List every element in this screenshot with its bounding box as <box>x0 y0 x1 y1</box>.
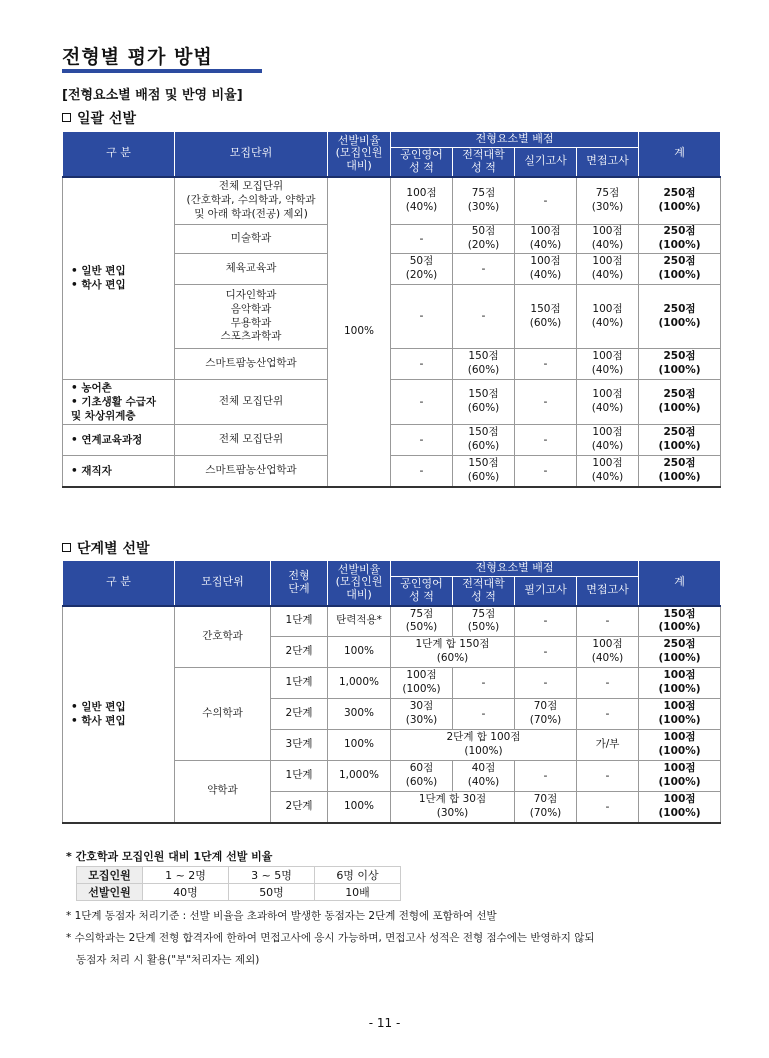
header-total: 계 <box>639 561 721 606</box>
header-unit: 모집단위 <box>175 561 271 606</box>
category-employee: • 재직자 <box>63 456 175 487</box>
header-elements: 전형요소별 배점 <box>391 132 639 148</box>
header-ratio: 선발비율 (모집인원 대비) <box>328 561 391 606</box>
header-gubun: 구 분 <box>63 561 175 606</box>
unit-nursing: 간호학과 <box>175 606 271 668</box>
table-row: 모집인원 1 ~ 2명 3 ~ 5명 6명 이상 <box>77 867 401 884</box>
header-written: 필기고사 <box>515 577 577 606</box>
header-gpa: 전적대학 성 적 <box>453 577 515 606</box>
table-row: 2단계 300% 30점 (30%) - 70점 (70%) - 100점 (100%) <box>63 699 721 730</box>
section2-heading: 단계별 선발 <box>62 538 150 558</box>
header-ratio: 선발비율 (모집인원 대비) <box>328 132 391 177</box>
table-row: 수의학과 1단계 1,000% 100점 (100%) - - - 100점 (100%) <box>63 668 721 699</box>
table-row: 스마트팜농산업학과 - 150점 (60%) - 100점 (40%) 250점 (100%) <box>63 349 721 380</box>
header-elements: 전형요소별 배점 <box>391 561 639 577</box>
header-eng: 공인영어 성 적 <box>391 148 453 177</box>
category-general: • 일반 편입 • 학사 편입 <box>63 606 175 823</box>
header-unit: 모집단위 <box>175 132 328 177</box>
page-title: 전형별 평가 방법 <box>62 46 213 68</box>
table-row: • 일반 편입 • 학사 편입 전체 모집단위 (간호학과, 수의학과, 약학과 및 아래 학과(전공) 제외) 100% 100점 (40%) 75점 (30%) - 75점 (30%) 250점 (100%) <box>63 177 721 225</box>
header-interview: 면접고사 <box>577 148 639 177</box>
nursing-ratio-note-title: * 간호학과 모집인원 대비 1단계 선발 비율 <box>66 850 273 863</box>
table-stage-selection <box>62 560 721 824</box>
header-stage: 전형 단계 <box>271 561 328 606</box>
section1-heading: 일괄 선발 <box>62 108 136 128</box>
vet-rule-note: * 수의학과는 2단계 전형 합격자에 한하여 면접고사에 응시 가능하며, 면접고사 성적은 전형 점수에는 반영하지 않되 <box>66 932 595 944</box>
table-row: • 농어촌 • 기초생활 수급자 및 차상위계층 전체 모집단위 - 150점 (60%) - 100점 (40%) 250점 (100%) <box>63 380 721 425</box>
table-lump-selection <box>62 131 721 488</box>
nursing-ratio-table <box>76 866 401 901</box>
table-row: 2단계 100% 1단계 합 30점 (30%) 70점 (70%) - 100점 (100%) <box>63 792 721 823</box>
table-row: 약학과 1단계 1,000% 60점 (60%) 40점 (40%) - - 100점 (100%) <box>63 761 721 792</box>
table-row: 3단계 100% 2단계 합 100점 (100%) 가/부 100점 (100%) <box>63 730 721 761</box>
table-row: • 재직자 스마트팜농산업학과 - 150점 (60%) - 100점 (40%) 250점 (100%) <box>63 456 721 487</box>
category-linked: • 연계교육과정 <box>63 425 175 456</box>
unit-vet: 수의학과 <box>175 668 271 761</box>
section-subheading: [전형요소별 배점 및 반영 비율] <box>62 88 243 103</box>
page-number: - 11 - <box>368 1016 401 1030</box>
unit-pharmacy: 약학과 <box>175 761 271 823</box>
table-row: 선발인원 40명 50명 10배 <box>77 884 401 901</box>
category-farm: • 농어촌 • 기초생활 수급자 및 차상위계층 <box>63 380 175 425</box>
table-row: 미술학과 - 50점 (20%) 100점 (40%) 100점 (40%) 250점 (100%) <box>63 225 721 254</box>
checkbox-square-icon <box>62 113 71 122</box>
table-row: 체육교육과 50점 (20%) - 100점 (40%) 100점 (40%) 250점 (100%) <box>63 254 721 285</box>
vet-rule-note-cont: 동점자 처리 시 활용("부"처리자는 제외) <box>76 954 260 966</box>
ratio-value: 100% <box>328 177 391 487</box>
table-row: 디자인학과 음악학과 무용학과 스포츠과학과 - - 150점 (60%) 100점 (40%) 250점 (100%) <box>63 285 721 349</box>
tie-rule-note: * 1단계 동점자 처리기준 : 선발 비율을 초과하여 발생한 동점자는 2단계 전형에 포함하여 선발 <box>66 910 497 922</box>
table-row: • 일반 편입 • 학사 편입 간호학과 1단계 탄력적용* 75점 (50%) 75점 (50%) - - 150점 (100%) <box>63 606 721 637</box>
header-eng: 공인영어 성 적 <box>391 577 453 606</box>
header-practical: 실기고사 <box>515 148 577 177</box>
category-general: • 일반 편입 • 학사 편입 <box>63 177 175 380</box>
header-gubun: 구 분 <box>63 132 175 177</box>
title-underline <box>62 69 262 73</box>
header-total: 계 <box>639 132 721 177</box>
header-interview: 면접고사 <box>577 577 639 606</box>
table-row: 2단계 100% 1단계 합 150점 (60%) - 100점 (40%) 250점 (100%) <box>63 637 721 668</box>
table-row: • 연계교육과정 전체 모집단위 - 150점 (60%) - 100점 (40%) 250점 (100%) <box>63 425 721 456</box>
checkbox-square-icon <box>62 543 71 552</box>
header-gpa: 전적대학 성 적 <box>453 148 515 177</box>
